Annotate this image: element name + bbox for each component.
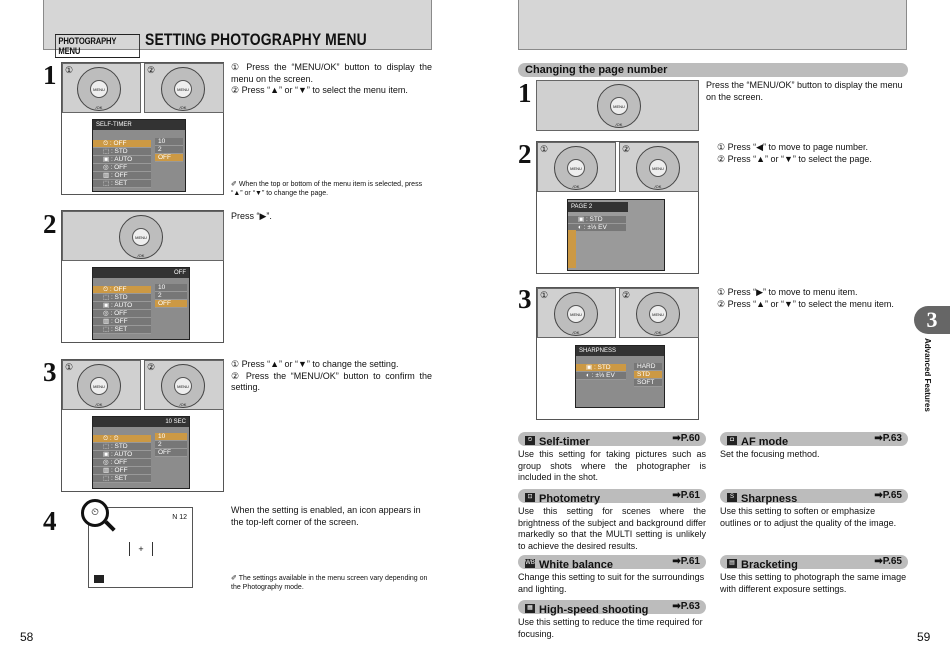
lcd-screen <box>92 119 186 192</box>
camera-back <box>144 63 224 113</box>
menu-row: ▣ : STD <box>568 216 626 224</box>
step-circle-1: ① <box>65 65 74 75</box>
step3-text: ① Press “▲” or “▼” to change the setting. ② Press the “MENU/OK” button to confirm the setting. <box>231 359 432 392</box>
feature-self-timer <box>518 432 706 484</box>
step-number: 1 <box>518 78 532 108</box>
page-ref: ➡P.65 <box>874 556 902 567</box>
feature-high-speed-shooting <box>518 600 706 640</box>
mode-icon <box>94 575 104 583</box>
feature-desc: Use this setting to soften or emphasize outlines or to adjust the quality of the image. <box>720 506 897 528</box>
step2-illustration <box>61 210 224 343</box>
page-ref: ➡P.65 <box>874 490 902 501</box>
step-circle-2: ② <box>622 144 631 154</box>
photography-menu-tag: PHOTOGRAPHY MENU <box>55 34 140 58</box>
white-balance-icon: WB <box>525 560 535 567</box>
quality-indicator: N 12 <box>172 514 187 521</box>
feature-desc: Change this setting to suit for the surroundings and lighting. <box>518 572 705 594</box>
lcd-screen <box>92 416 190 489</box>
menu-row: ⏲ : OFF <box>93 140 151 148</box>
lcd-screen <box>567 199 665 271</box>
option: OFF <box>155 449 187 457</box>
page-ref: ➡P.61 <box>672 490 700 501</box>
feature-desc: Use this setting to photograph the same image with different exposure settings. <box>720 572 907 594</box>
step-circle-1: ① <box>65 362 74 372</box>
option: 10 <box>155 433 187 441</box>
menu-row: ◎ : OFF <box>93 459 151 467</box>
step-circle-2: ② <box>622 290 631 300</box>
menu-ok-button: MENU /OK <box>132 228 150 246</box>
step1-illustration <box>61 62 224 195</box>
step4-text: When the setting is enabled, an icon appears in the top-left corner of the screen. <box>231 505 421 527</box>
page-ref: ➡P.63 <box>672 601 700 612</box>
menu-ok-button: MENU /OK <box>567 305 585 323</box>
feature-heading: ▦ High-speed shooting ➡P.63 <box>518 600 706 614</box>
step-circle-2: ② <box>147 362 156 372</box>
note-settings-vary: ✐ The settings available in the menu screen vary depending on the Photography mode. <box>231 575 428 591</box>
feature-white-balance <box>518 555 706 595</box>
section-heading: Changing the page number <box>525 64 668 76</box>
camera-back <box>619 142 699 192</box>
feature-sharpness <box>720 489 908 529</box>
page-number-left: 58 <box>20 630 34 644</box>
lcd-screen <box>575 345 665 408</box>
step1-text: ① Press the “MENU/OK” button to display the menu on the screen. ② Press “▲” or “▼” to select the menu item. <box>231 62 432 95</box>
photometry-icon: ⊡ <box>525 493 535 502</box>
menu-ok-button: MENU /OK <box>567 159 585 177</box>
menu-ok-button: MENU /OK <box>649 305 667 323</box>
step-number: 2 <box>43 209 57 239</box>
menu-row: ◎ : OFF <box>93 310 151 318</box>
r-step1-text: Press the “MENU/OK” button to display the menu on the screen. <box>706 80 903 102</box>
camera-back <box>62 211 224 261</box>
menu-row: ▥ : OFF <box>93 318 151 326</box>
menu-row: ⏲ : ⏲ <box>93 435 151 443</box>
option: 2 <box>155 441 187 449</box>
r-step2-text: ① Press “◀” to move to page number. ② Press “▲” or “▼” to select the page. <box>717 142 872 164</box>
menu-row: ⬚ : SET <box>93 475 151 483</box>
step-circle-1: ① <box>540 144 549 154</box>
feature-photometry <box>518 489 706 552</box>
page-title: SETTING PHOTOGRAPHY MENU <box>145 30 367 49</box>
menu-ok-button: MENU /OK <box>90 80 108 98</box>
option: 2 <box>155 292 187 300</box>
note-icon: ✐ <box>231 575 239 582</box>
camera-back <box>144 360 224 410</box>
menu-row: ▥ : OFF <box>93 467 151 475</box>
page-indicator <box>568 230 576 268</box>
camera-back <box>537 142 616 192</box>
feature-heading: ⏲ Self-timer ➡P.60 <box>518 432 706 446</box>
menu-row: ⬚ : STD <box>93 294 151 302</box>
option: 2 <box>155 146 183 154</box>
menu-row: ◐ : ±⅓ EV <box>576 372 626 380</box>
right-header-box <box>518 0 907 50</box>
menu-ok-button: MENU /OK <box>174 80 192 98</box>
page-ref: ➡P.60 <box>672 433 700 444</box>
chapter-tab: 3 <box>914 306 950 334</box>
feature-af-mode <box>720 432 908 461</box>
step3-illustration <box>61 359 224 492</box>
section-heading-bar <box>518 63 908 77</box>
step-number: 3 <box>518 284 532 314</box>
menu-row: ▣ : STD <box>576 364 626 372</box>
chapter-label: Advanced Features <box>923 338 932 412</box>
menu-row: ▥ : OFF <box>93 172 151 180</box>
self-timer-icon: ⏲ <box>525 436 535 445</box>
menu-row: ⬚ : SET <box>93 180 151 188</box>
feature-heading: ▤ Bracketing ➡P.65 <box>720 555 908 569</box>
screen-heading: PAGE 2 <box>568 202 628 212</box>
menu-row: ▣ : AUTO <box>93 451 151 459</box>
step1-camera <box>536 80 699 131</box>
r-step3-text: ① Press “▶” to move to menu item. ② Press “▲” or “▼” to select the menu item. <box>717 287 894 309</box>
magnifier-icon: ⏲ <box>81 499 109 527</box>
menu-row: ⬚ : SET <box>93 326 151 334</box>
step2-text: Press “▶”. <box>231 211 272 221</box>
bracketing-icon: ▤ <box>727 559 737 568</box>
feature-heading: ◘ AF mode ➡P.63 <box>720 432 908 446</box>
feature-bracketing <box>720 555 908 595</box>
r-step3-illustration <box>536 287 699 420</box>
feature-desc: Use this setting to reduce the time required for focusing. <box>518 617 703 639</box>
feature-heading: WB White balance ➡P.61 <box>518 555 706 569</box>
menu-row: ▣ : AUTO <box>93 156 151 164</box>
high-speed-icon: ▦ <box>525 604 535 613</box>
option: 10 <box>155 138 183 146</box>
menu-ok-button: MENU /OK <box>174 377 192 395</box>
option: HARD <box>634 363 662 371</box>
note-icon: ✐ <box>231 181 239 188</box>
step-circle-1: ① <box>540 290 549 300</box>
menu-row: ⬚ : STD <box>93 148 151 156</box>
menu-ok-button: MENU /OK <box>90 377 108 395</box>
step-number: 2 <box>518 139 532 169</box>
option: OFF <box>155 154 183 162</box>
menu-row: ◐ : ±⅓ EV <box>568 224 626 232</box>
sharpness-icon: S <box>727 493 737 502</box>
camera-back <box>537 288 616 338</box>
lcd-screen <box>92 267 190 340</box>
feature-desc: Use this setting for scenes where the brightness of the subject and background differ markedly so that the MULTI setting is unlikely to achieve the desired results. <box>518 506 706 551</box>
focus-frame: + <box>129 542 153 556</box>
menu-row: ⏲ : OFF <box>93 286 151 294</box>
feature-desc: Set the focusing method. <box>720 449 820 459</box>
menu-row: ▣ : AUTO <box>93 302 151 310</box>
feature-heading: S Sharpness ➡P.65 <box>720 489 908 503</box>
menu-row: ◎ : OFF <box>93 164 151 172</box>
camera-back <box>62 63 141 113</box>
screen-heading: OFF <box>93 268 189 278</box>
page-ref: ➡P.63 <box>874 433 902 444</box>
option: STD <box>634 371 662 379</box>
screen-heading: SHARPNESS <box>576 346 664 356</box>
note-page-change: ✐ When the top or bottom of the menu item is selected, press “▲” or “▼” to change the page. <box>231 181 423 197</box>
menu-ok-button: MENU /OK <box>610 97 628 115</box>
option: 10 <box>155 284 187 292</box>
screen-heading: 10 SEC <box>93 417 189 427</box>
step-number: 4 <box>43 506 57 536</box>
page-number-right: 59 <box>917 630 931 644</box>
option: SOFT <box>634 379 662 387</box>
af-mode-icon: ◘ <box>727 436 737 445</box>
page-ref: ➡P.61 <box>672 556 700 567</box>
step-circle-2: ② <box>147 65 156 75</box>
step-number: 3 <box>43 357 57 387</box>
camera-back <box>619 288 699 338</box>
menu-row: ⬚ : STD <box>93 443 151 451</box>
option: OFF <box>155 300 187 308</box>
r-step2-illustration <box>536 141 699 274</box>
feature-desc: Use this setting for taking pictures such as group shots where the photographer is included in the shot. <box>518 449 706 482</box>
menu-ok-button: MENU /OK <box>649 159 667 177</box>
step-number: 1 <box>43 60 57 90</box>
feature-heading: ⊡ Photometry ➡P.61 <box>518 489 706 503</box>
screen-heading: SELF-TIMER <box>93 120 185 130</box>
camera-back <box>62 360 141 410</box>
